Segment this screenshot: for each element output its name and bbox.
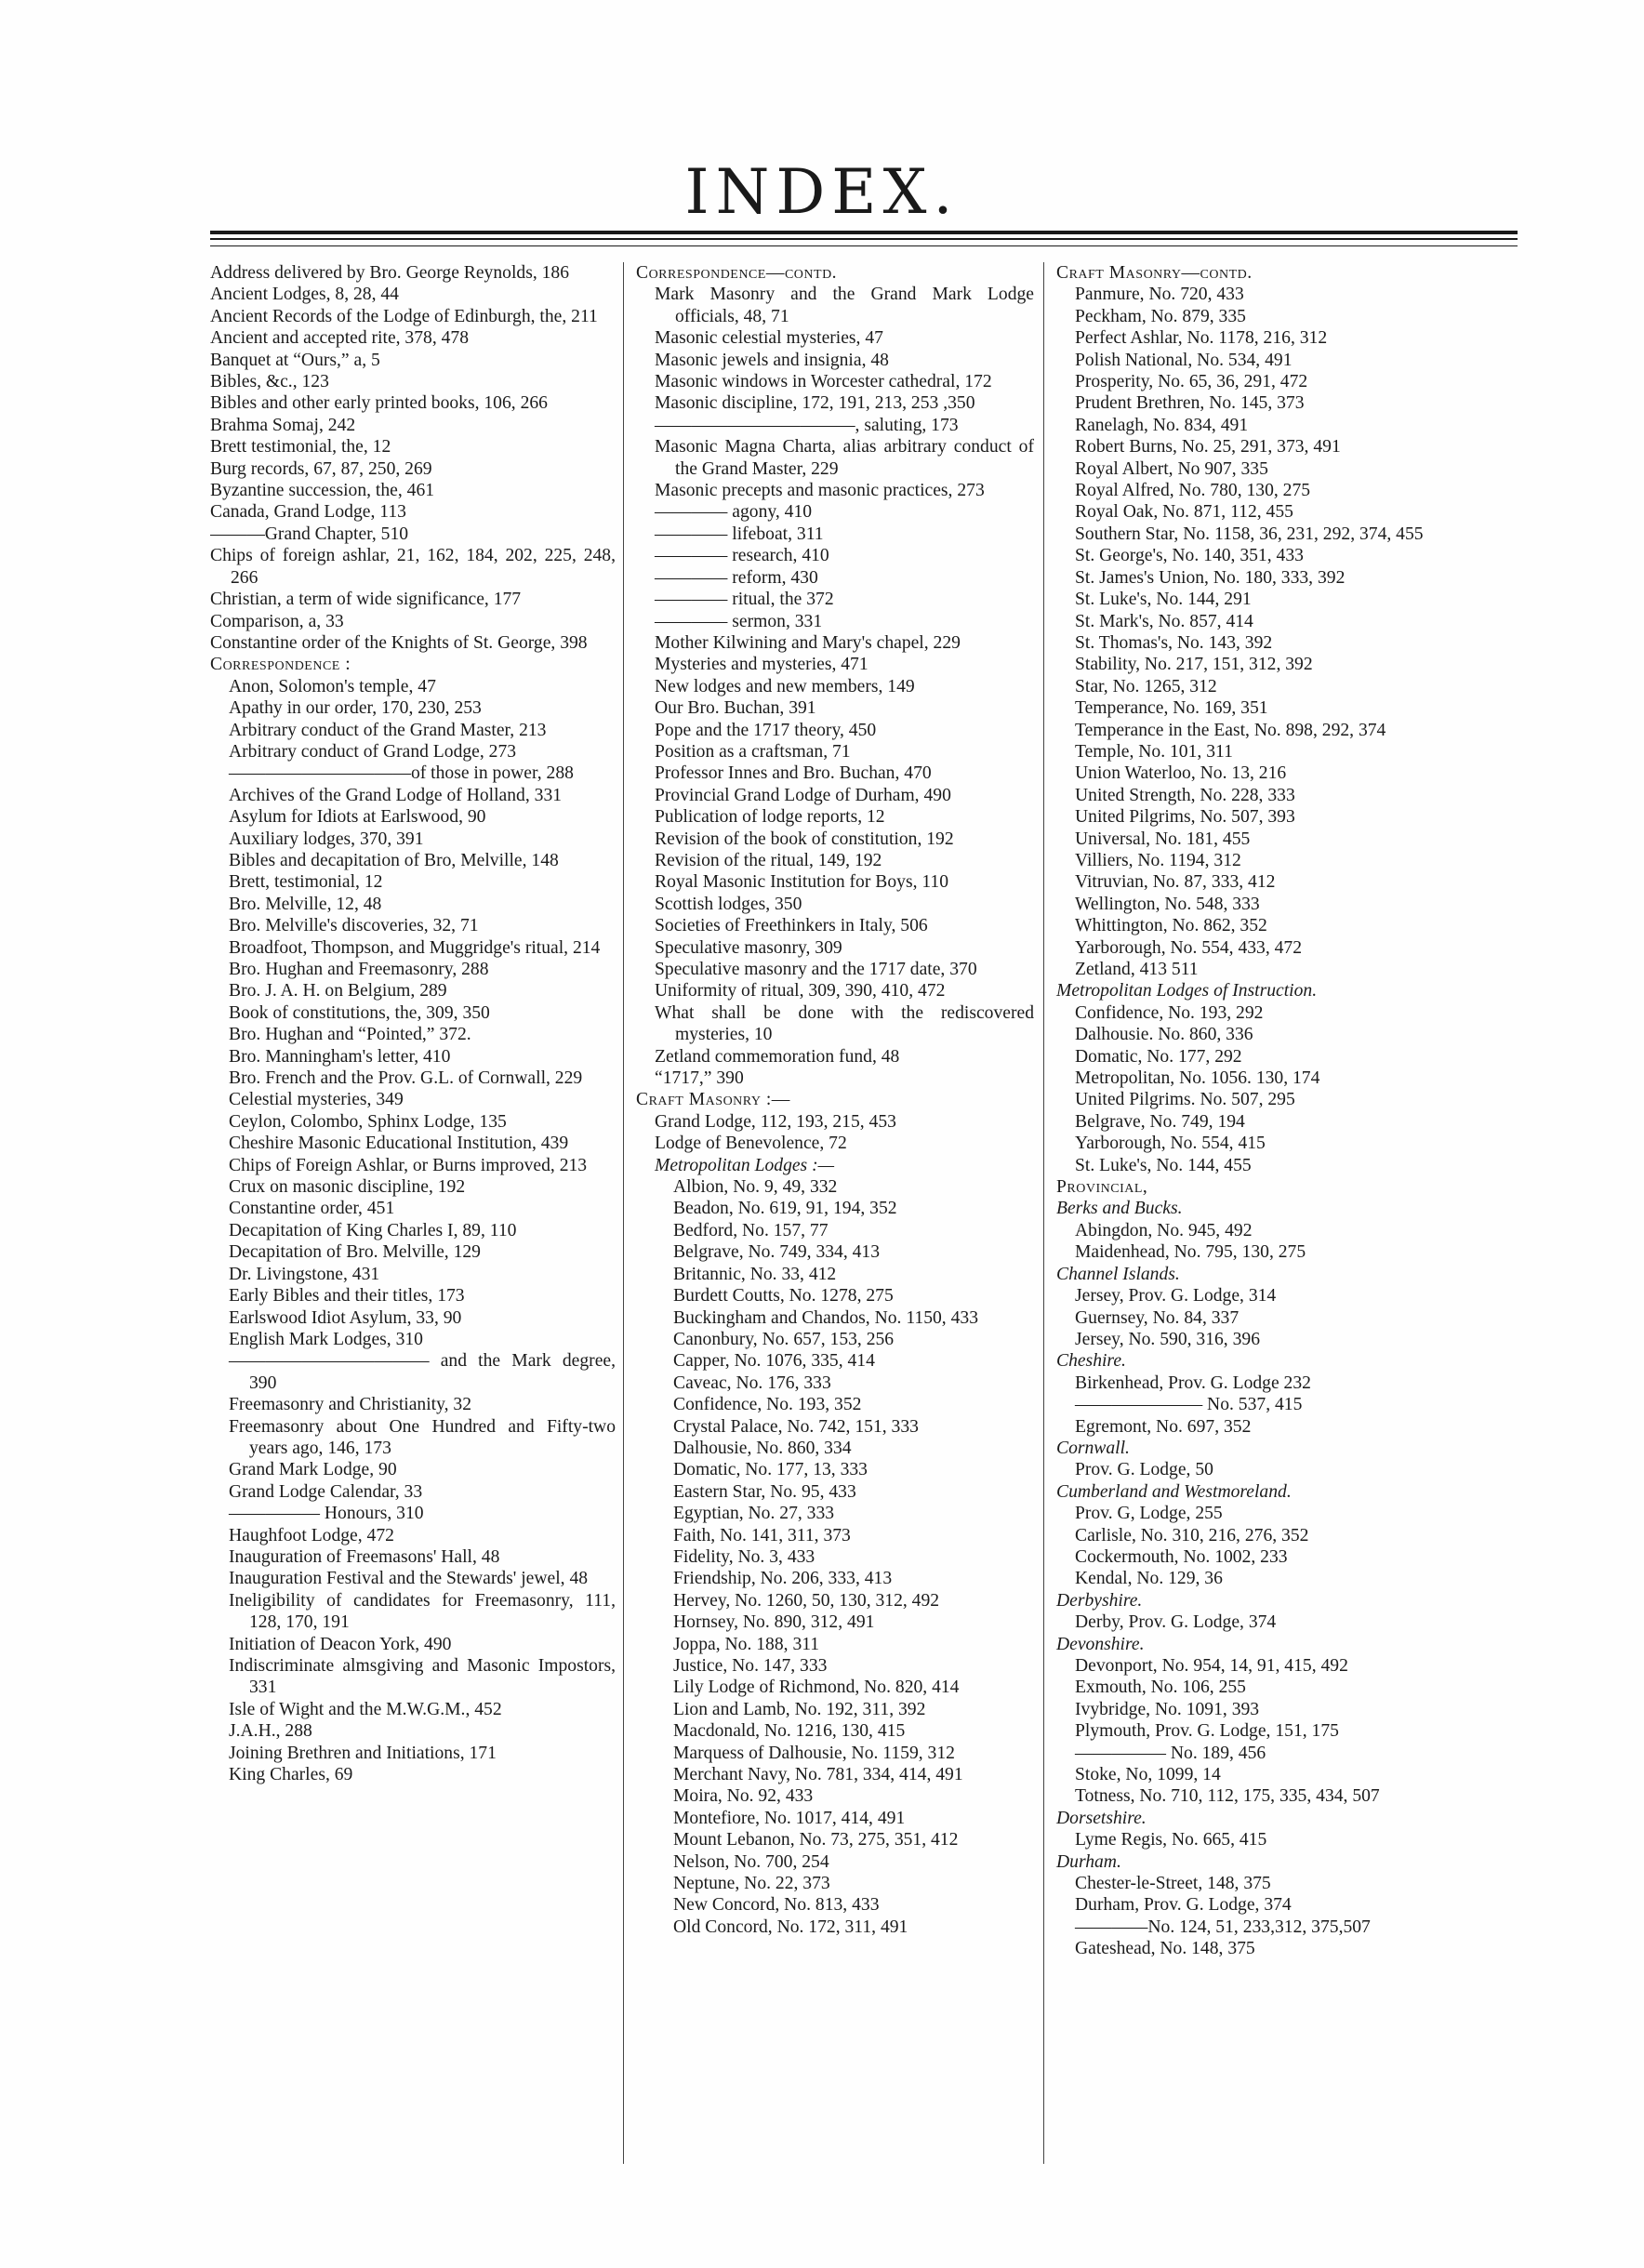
index-entry: Temple, No. 101, 311	[1075, 741, 1233, 762]
index-entry: Prov. G. Lodge, 50	[1075, 1460, 1213, 1480]
index-entry: Revision of the ritual, 149, 192	[655, 850, 882, 870]
index-entry: Haughfoot Lodge, 472	[229, 1525, 394, 1545]
index-entry: Grand Mark Lodge, 90	[229, 1460, 397, 1480]
index-entry: Faith, No. 141, 311, 373	[673, 1525, 851, 1545]
index-entry: Eastern Star, No. 95, 433	[673, 1481, 856, 1502]
index-heading-entry: Devonshire.	[1056, 1634, 1145, 1654]
index-entry: Royal Albert, No 907, 335	[1075, 458, 1268, 479]
index-entry: Indiscriminate almsgiving and Masonic Impostors, 331	[229, 1656, 616, 1698]
title-rule-thin	[210, 245, 1518, 246]
index-heading-entry: Craft Masonry—contd.	[1056, 263, 1253, 283]
index-entry: Prudent Brethren, No. 145, 373	[1075, 393, 1305, 414]
index-heading-entry: Burg records, 67, 87, 250, 269	[210, 458, 432, 479]
index-entry: Anon, Solomon's temple, 47	[229, 676, 436, 696]
index-entry: Position as a craftsman, 71	[655, 741, 851, 762]
index-entry: ————No. 124, 51, 233,312, 375,507	[1075, 1917, 1371, 1937]
index-entry: Publication of lodge reports, 12	[655, 807, 885, 828]
index-heading-entry: Cheshire.	[1056, 1351, 1126, 1372]
index-entry: Crystal Palace, No. 742, 151, 333	[673, 1416, 919, 1437]
index-entry: Nelson, No. 700, 254	[673, 1851, 829, 1872]
index-entry: Decapitation of King Charles I, 89, 110	[229, 1220, 517, 1240]
index-column-3	[1049, 262, 1518, 2164]
index-entry: ———— ritual, the 372	[655, 590, 834, 610]
index-entry: Auxiliary lodges, 370, 391	[229, 829, 424, 849]
index-heading-entry: Banquet at “Ours,” a, 5	[210, 350, 380, 370]
index-entry: Neptune, No. 22, 373	[673, 1874, 830, 1894]
index-entry: Freemasonry and Christianity, 32	[229, 1395, 472, 1415]
index-entry: Bibles and decapitation of Bro, Melville, 148	[229, 850, 559, 870]
index-entry: Abingdon, No. 945, 492	[1075, 1220, 1253, 1240]
index-heading-entry: Channel Islands.	[1056, 1264, 1180, 1284]
index-entry: Masonic discipline, 172, 191, 213, 253 ,350	[655, 393, 975, 414]
index-entry: Devonport, No. 954, 14, 91, 415, 492	[1075, 1656, 1348, 1676]
index-entry: ————— No. 189, 456	[1075, 1743, 1266, 1763]
index-entry: Jersey, Prov. G. Lodge, 314	[1075, 1286, 1277, 1306]
index-entry: ———————————, saluting, 173	[655, 415, 959, 435]
index-entry: St. George's, No. 140, 351, 433	[1075, 546, 1304, 566]
index-entry: Friendship, No. 206, 333, 413	[673, 1569, 893, 1589]
index-entry: Guernsey, No. 84, 337	[1075, 1307, 1240, 1328]
index-entry: Perfect Ashlar, No. 1178, 216, 312	[1075, 328, 1328, 349]
index-entry: ——————————— and the Mark degree, 390	[229, 1351, 616, 1393]
index-entry: Panmure, No. 720, 433	[1075, 285, 1244, 305]
index-entry: Peckham, No. 879, 335	[1075, 306, 1246, 326]
index-entry: Domatic, No. 177, 292	[1075, 1046, 1242, 1067]
index-entry: Metropolitan Lodges :—	[655, 1155, 835, 1175]
index-entry: Crux on masonic discipline, 192	[229, 1177, 466, 1198]
index-entry: Marquess of Dalhousie, No. 1159, 312	[673, 1743, 955, 1763]
index-heading-entry: Dorsetshire.	[1056, 1808, 1147, 1828]
index-entry: Celestial mysteries, 349	[229, 1090, 404, 1110]
index-heading-entry: Christian, a term of wide significance, 177	[210, 590, 522, 610]
index-heading-entry: Bibles and other early printed books, 106, 266	[210, 393, 548, 414]
index-heading-entry: Cumberland and Westmoreland.	[1056, 1481, 1292, 1502]
index-entry: Bedford, No. 157, 77	[673, 1220, 829, 1240]
index-heading-entry: Ancient and accepted rite, 378, 478	[210, 328, 470, 349]
index-entry: Confidence, No. 193, 352	[673, 1395, 862, 1415]
index-entry: Derby, Prov. G. Lodge, 374	[1075, 1612, 1277, 1633]
index-entry: Universal, No. 181, 455	[1075, 829, 1251, 849]
index-entry: Masonic windows in Worcester cathedral, 172	[655, 372, 992, 392]
index-entry: Bro. Melville's discoveries, 32, 71	[229, 916, 479, 936]
index-entry: Grand Lodge, 112, 193, 215, 453	[655, 1111, 896, 1132]
index-entry: Uniformity of ritual, 309, 390, 410, 472	[655, 981, 946, 1001]
index-entry: Book of constitutions, the, 309, 350	[229, 1002, 490, 1023]
index-entry: Royal Alfred, No. 780, 130, 275	[1075, 481, 1311, 501]
index-entry: Early Bibles and their titles, 173	[229, 1286, 465, 1306]
index-entry: Inauguration of Freemasons' Hall, 48	[229, 1546, 500, 1567]
index-entry: New Concord, No. 813, 433	[673, 1895, 880, 1916]
index-entry: Scottish lodges, 350	[655, 894, 802, 914]
index-entry: Burdett Coutts, No. 1278, 275	[673, 1286, 894, 1306]
index-entry: Birkenhead, Prov. G. Lodge 232	[1075, 1373, 1311, 1393]
index-entry: Ineligibility of candidates for Freemasonry, 111, 128, 170, 191	[229, 1590, 616, 1633]
index-entry: Masonic precepts and masonic practices, 273	[655, 481, 985, 501]
index-entry: Speculative masonry and the 1717 date, 370	[655, 960, 977, 979]
title-rule-thick	[210, 231, 1518, 234]
index-entry: Confidence, No. 193, 292	[1075, 1002, 1264, 1023]
index-entry: St. Mark's, No. 857, 414	[1075, 611, 1253, 631]
index-heading-entry: Correspondence—contd.	[636, 263, 838, 283]
index-entry: Brett, testimonial, 12	[229, 872, 383, 893]
index-entry: Chester-le-Street, 148, 375	[1075, 1874, 1271, 1894]
index-entry: Prov. G, Lodge, 255	[1075, 1504, 1223, 1524]
index-entry: Belgrave, No. 749, 334, 413	[673, 1242, 881, 1263]
index-entry: ——————— No. 537, 415	[1075, 1395, 1303, 1415]
index-entry: Joining Brethren and Initiations, 171	[229, 1743, 497, 1763]
index-entry: Kendal, No. 129, 36	[1075, 1569, 1223, 1589]
index-entry: Ranelagh, No. 834, 491	[1075, 415, 1249, 435]
index-heading-entry: Cornwall.	[1056, 1438, 1130, 1458]
index-entry: Stoke, No, 1099, 14	[1075, 1765, 1221, 1785]
index-heading-entry: Canada, Grand Lodge, 113	[210, 502, 406, 523]
index-entry: Initiation of Deacon York, 490	[229, 1634, 452, 1654]
index-entry: Mysteries and mysteries, 471	[655, 655, 868, 675]
index-entry: Polish National, No. 534, 491	[1075, 350, 1293, 370]
index-entry: Inauguration Festival and the Stewards' jewel, 48	[229, 1569, 589, 1589]
index-heading-entry: Correspondence :	[210, 655, 351, 675]
index-entry: Cockermouth, No. 1002, 233	[1075, 1546, 1288, 1567]
column-divider-1	[623, 262, 624, 2164]
index-entry: Isle of Wight and the M.W.G.M., 452	[229, 1699, 502, 1719]
index-entry: Lion and Lamb, No. 192, 311, 392	[673, 1699, 926, 1719]
index-entry: J.A.H., 288	[229, 1721, 312, 1742]
index-entry: Lyme Regis, No. 665, 415	[1075, 1830, 1267, 1850]
index-entry: Speculative masonry, 309	[655, 937, 842, 958]
index-entry: Beadon, No. 619, 91, 194, 352	[673, 1199, 897, 1219]
index-entry: Old Concord, No. 172, 311, 491	[673, 1917, 908, 1937]
index-entry: Royal Oak, No. 871, 112, 455	[1075, 502, 1293, 523]
index-entry: Hornsey, No. 890, 312, 491	[673, 1612, 875, 1633]
index-entry: ———— sermon, 331	[655, 611, 823, 631]
index-entry: United Strength, No. 228, 333	[1075, 785, 1295, 805]
index-entry: Union Waterloo, No. 13, 216	[1075, 763, 1287, 784]
index-heading-entry: Address delivered by Bro. George Reynolds, 186	[210, 263, 570, 283]
index-entry: Ceylon, Colombo, Sphinx Lodge, 135	[229, 1111, 507, 1132]
index-entry: Wellington, No. 548, 333	[1075, 894, 1260, 914]
index-heading-entry: ———Grand Chapter, 510	[210, 524, 409, 544]
index-entry: Villiers, No. 1194, 312	[1075, 850, 1241, 870]
index-entry: Caveac, No. 176, 333	[673, 1373, 831, 1393]
index-entry: What shall be done with the rediscovered mysteries, 10	[655, 1002, 1034, 1045]
index-entry: United Pilgrims, No. 507, 393	[1075, 807, 1295, 828]
index-entry: English Mark Lodges, 310	[229, 1329, 423, 1349]
index-heading-entry: Byzantine succession, the, 461	[210, 481, 435, 501]
index-heading-entry: Craft Masonry :—	[636, 1090, 790, 1110]
index-entry: ———— agony, 410	[655, 502, 813, 523]
index-column-1	[210, 262, 619, 2164]
index-entry: Cheshire Masonic Educational Institution, 439	[229, 1134, 569, 1154]
page-title: INDEX.	[684, 156, 960, 228]
index-entry: Apathy in our order, 170, 230, 253	[229, 698, 482, 719]
index-entry: Carlisle, No. 310, 216, 276, 352	[1075, 1525, 1309, 1545]
index-entry: Provincial Grand Lodge of Durham, 490	[655, 785, 951, 805]
index-entry: Mother Kilwining and Mary's chapel, 229	[655, 632, 961, 653]
index-entry: Lily Lodge of Richmond, No. 820, 414	[673, 1678, 960, 1698]
index-entry: Revision of the book of constitution, 192	[655, 829, 954, 849]
index-heading-entry: Durham.	[1056, 1851, 1121, 1872]
index-entry: Robert Burns, No. 25, 291, 373, 491	[1075, 437, 1341, 458]
index-entry: Grand Lodge Calendar, 33	[229, 1481, 423, 1502]
index-entry: Domatic, No. 177, 13, 333	[673, 1460, 868, 1480]
index-entry: Temperance, No. 169, 351	[1075, 698, 1268, 719]
index-entry: Merchant Navy, No. 781, 334, 414, 491	[673, 1765, 963, 1785]
index-entry: Bro. J. A. H. on Belgium, 289	[229, 981, 447, 1001]
index-heading-entry: Metropolitan Lodges of Instruction.	[1056, 981, 1318, 1001]
index-heading-entry: Chips of foreign ashlar, 21, 162, 184, 202, 225, 248, 266	[210, 546, 616, 588]
index-entry: ——————————of those in power, 288	[229, 763, 574, 784]
index-entry: Gateshead, No. 148, 375	[1075, 1939, 1255, 1959]
index-entry: Jersey, No. 590, 316, 396	[1075, 1329, 1260, 1349]
index-entry: Fidelity, No. 3, 433	[673, 1546, 815, 1567]
index-entry: Broadfoot, Thompson, and Muggridge's ritual, 214	[229, 937, 601, 958]
index-heading-entry: Provincial,	[1056, 1177, 1148, 1198]
index-entry: Ivybridge, No. 1091, 393	[1075, 1699, 1260, 1719]
index-entry: ———— reform, 430	[655, 567, 818, 588]
index-entry: Macdonald, No. 1216, 130, 415	[673, 1721, 906, 1742]
index-entry: Asylum for Idiots at Earlswood, 90	[229, 807, 486, 828]
index-entry: Yarborough, No. 554, 415	[1075, 1134, 1266, 1154]
index-entry: Masonic jewels and insignia, 48	[655, 350, 889, 370]
index-entry: Freemasonry about One Hundred and Fifty-two years ago, 146, 173	[229, 1416, 616, 1458]
index-entry: Bro. Hughan and “Pointed,” 372.	[229, 1025, 471, 1045]
index-heading-entry: Berks and Bucks.	[1056, 1199, 1183, 1219]
index-entry: Bro. Manningham's letter, 410	[229, 1046, 451, 1067]
index-entry: Dr. Livingstone, 431	[229, 1264, 380, 1284]
index-entry: Earlswood Idiot Asylum, 33, 90	[229, 1307, 462, 1328]
index-entry: Star, No. 1265, 312	[1075, 676, 1217, 696]
index-entry: Whittington, No. 862, 352	[1075, 916, 1267, 936]
index-heading-entry: Bibles, &c., 123	[210, 372, 329, 392]
index-entry: Metropolitan, No. 1056. 130, 174	[1075, 1068, 1320, 1089]
index-entry: Societies of Freethinkers in Italy, 506	[655, 916, 928, 936]
index-entry: Egremont, No. 697, 352	[1075, 1416, 1252, 1437]
index-entry: United Pilgrims. No. 507, 295	[1075, 1090, 1295, 1110]
index-entry: ———— lifeboat, 311	[655, 524, 824, 544]
index-entry: Buckingham and Chandos, No. 1150, 433	[673, 1307, 978, 1328]
index-entry: St. James's Union, No. 180, 333, 392	[1075, 567, 1346, 588]
index-entry: Egyptian, No. 27, 333	[673, 1504, 835, 1524]
index-heading-entry: Comparison, a, 33	[210, 611, 344, 631]
index-entry: Arbitrary conduct of Grand Lodge, 273	[229, 741, 517, 762]
index-entry: Yarborough, No. 554, 433, 472	[1075, 937, 1303, 958]
index-entry: Albion, No. 9, 49, 332	[673, 1177, 838, 1198]
index-entry: Zetland commemoration fund, 48	[655, 1046, 900, 1067]
index-entry: Justice, No. 147, 333	[673, 1656, 828, 1676]
index-entry: New lodges and new members, 149	[655, 676, 915, 696]
index-entry: Hervey, No. 1260, 50, 130, 312, 492	[673, 1590, 940, 1611]
index-entry: Mark Masonry and the Grand Mark Lodge officials, 48, 71	[655, 285, 1034, 326]
index-entry: Durham, Prov. G. Lodge, 374	[1075, 1895, 1292, 1916]
index-entry: Bro. Melville, 12, 48	[229, 894, 382, 914]
index-entry: Maidenhead, No. 795, 130, 275	[1075, 1242, 1306, 1263]
index-entry: Archives of the Grand Lodge of Holland, 331	[229, 785, 563, 805]
index-entry: Constantine order, 451	[229, 1199, 395, 1219]
index-entry: Mount Lebanon, No. 73, 275, 351, 412	[673, 1830, 959, 1850]
index-entry: Decapitation of Bro. Melville, 129	[229, 1242, 481, 1263]
index-entry: Professor Innes and Bro. Buchan, 470	[655, 763, 932, 784]
index-entry: Masonic Magna Charta, alias arbitrary conduct of the Grand Master, 229	[655, 437, 1034, 479]
index-heading-entry: Brahma Somaj, 242	[210, 415, 356, 435]
index-entry: Dalhousie. No. 860, 336	[1075, 1025, 1253, 1045]
index-entry: Stability, No. 217, 151, 312, 392	[1075, 655, 1313, 675]
index-entry: Chips of Foreign Ashlar, or Burns improved, 213	[229, 1155, 588, 1175]
index-heading-entry: Ancient Records of the Lodge of Edinburgh, the, 211	[210, 306, 598, 326]
index-entry: Moira, No. 92, 433	[673, 1786, 814, 1807]
index-heading-entry: Constantine order of the Knights of St. George, 398	[210, 632, 588, 653]
index-entry: Vitruvian, No. 87, 333, 412	[1075, 872, 1276, 893]
index-entry: Belgrave, No. 749, 194	[1075, 1111, 1245, 1132]
index-entry: Britannic, No. 33, 412	[673, 1264, 837, 1284]
index-entry: Joppa, No. 188, 311	[673, 1634, 820, 1654]
index-entry: St. Luke's, No. 144, 455	[1075, 1155, 1252, 1175]
title-rule-middle	[210, 238, 1518, 240]
index-column-2	[629, 262, 1040, 2164]
index-entry: Temperance in the East, No. 898, 292, 374	[1075, 720, 1386, 740]
index-entry: Dalhousie, No. 860, 334	[673, 1438, 852, 1458]
index-entry: Arbitrary conduct of the Grand Master, 213	[229, 720, 547, 740]
index-entry: St. Thomas's, No. 143, 392	[1075, 632, 1273, 653]
index-heading-entry: Brett testimonial, the, 12	[210, 437, 391, 458]
index-entry: ————— Honours, 310	[229, 1504, 424, 1524]
column-divider-2	[1043, 262, 1044, 2164]
index-entry: ———— research, 410	[655, 546, 829, 566]
index-entry: St. Luke's, No. 144, 291	[1075, 590, 1252, 610]
index-entry: Our Bro. Buchan, 391	[655, 698, 816, 719]
index-heading-entry: Ancient Lodges, 8, 28, 44	[210, 285, 399, 305]
index-entry: Southern Star, No. 1158, 36, 231, 292, 374, 455	[1075, 524, 1424, 544]
index-entry: Montefiore, No. 1017, 414, 491	[673, 1808, 906, 1828]
index-entry: Exmouth, No. 106, 255	[1075, 1678, 1246, 1698]
index-entry: Royal Masonic Institution for Boys, 110	[655, 872, 949, 893]
index-entry: Lodge of Benevolence, 72	[655, 1134, 847, 1154]
index-entry: Bro. French and the Prov. G.L. of Cornwall, 229	[229, 1068, 583, 1089]
index-entry: Prosperity, No. 65, 36, 291, 472	[1075, 372, 1308, 392]
index-entry: King Charles, 69	[229, 1765, 353, 1785]
index-entry: Plymouth, Prov. G. Lodge, 151, 175	[1075, 1721, 1339, 1742]
index-entry: Masonic celestial mysteries, 47	[655, 328, 883, 349]
index-entry: Totness, No. 710, 112, 175, 335, 434, 507	[1075, 1786, 1380, 1807]
index-entry: Bro. Hughan and Freemasonry, 288	[229, 960, 489, 979]
index-entry: “1717,” 390	[655, 1068, 744, 1089]
index-entry: Canonbury, No. 657, 153, 256	[673, 1329, 895, 1349]
index-entry: Zetland, 413 511	[1075, 960, 1199, 979]
index-entry: Pope and the 1717 theory, 450	[655, 720, 877, 740]
index-entry: Capper, No. 1076, 335, 414	[673, 1351, 875, 1372]
index-heading-entry: Derbyshire.	[1056, 1590, 1143, 1611]
